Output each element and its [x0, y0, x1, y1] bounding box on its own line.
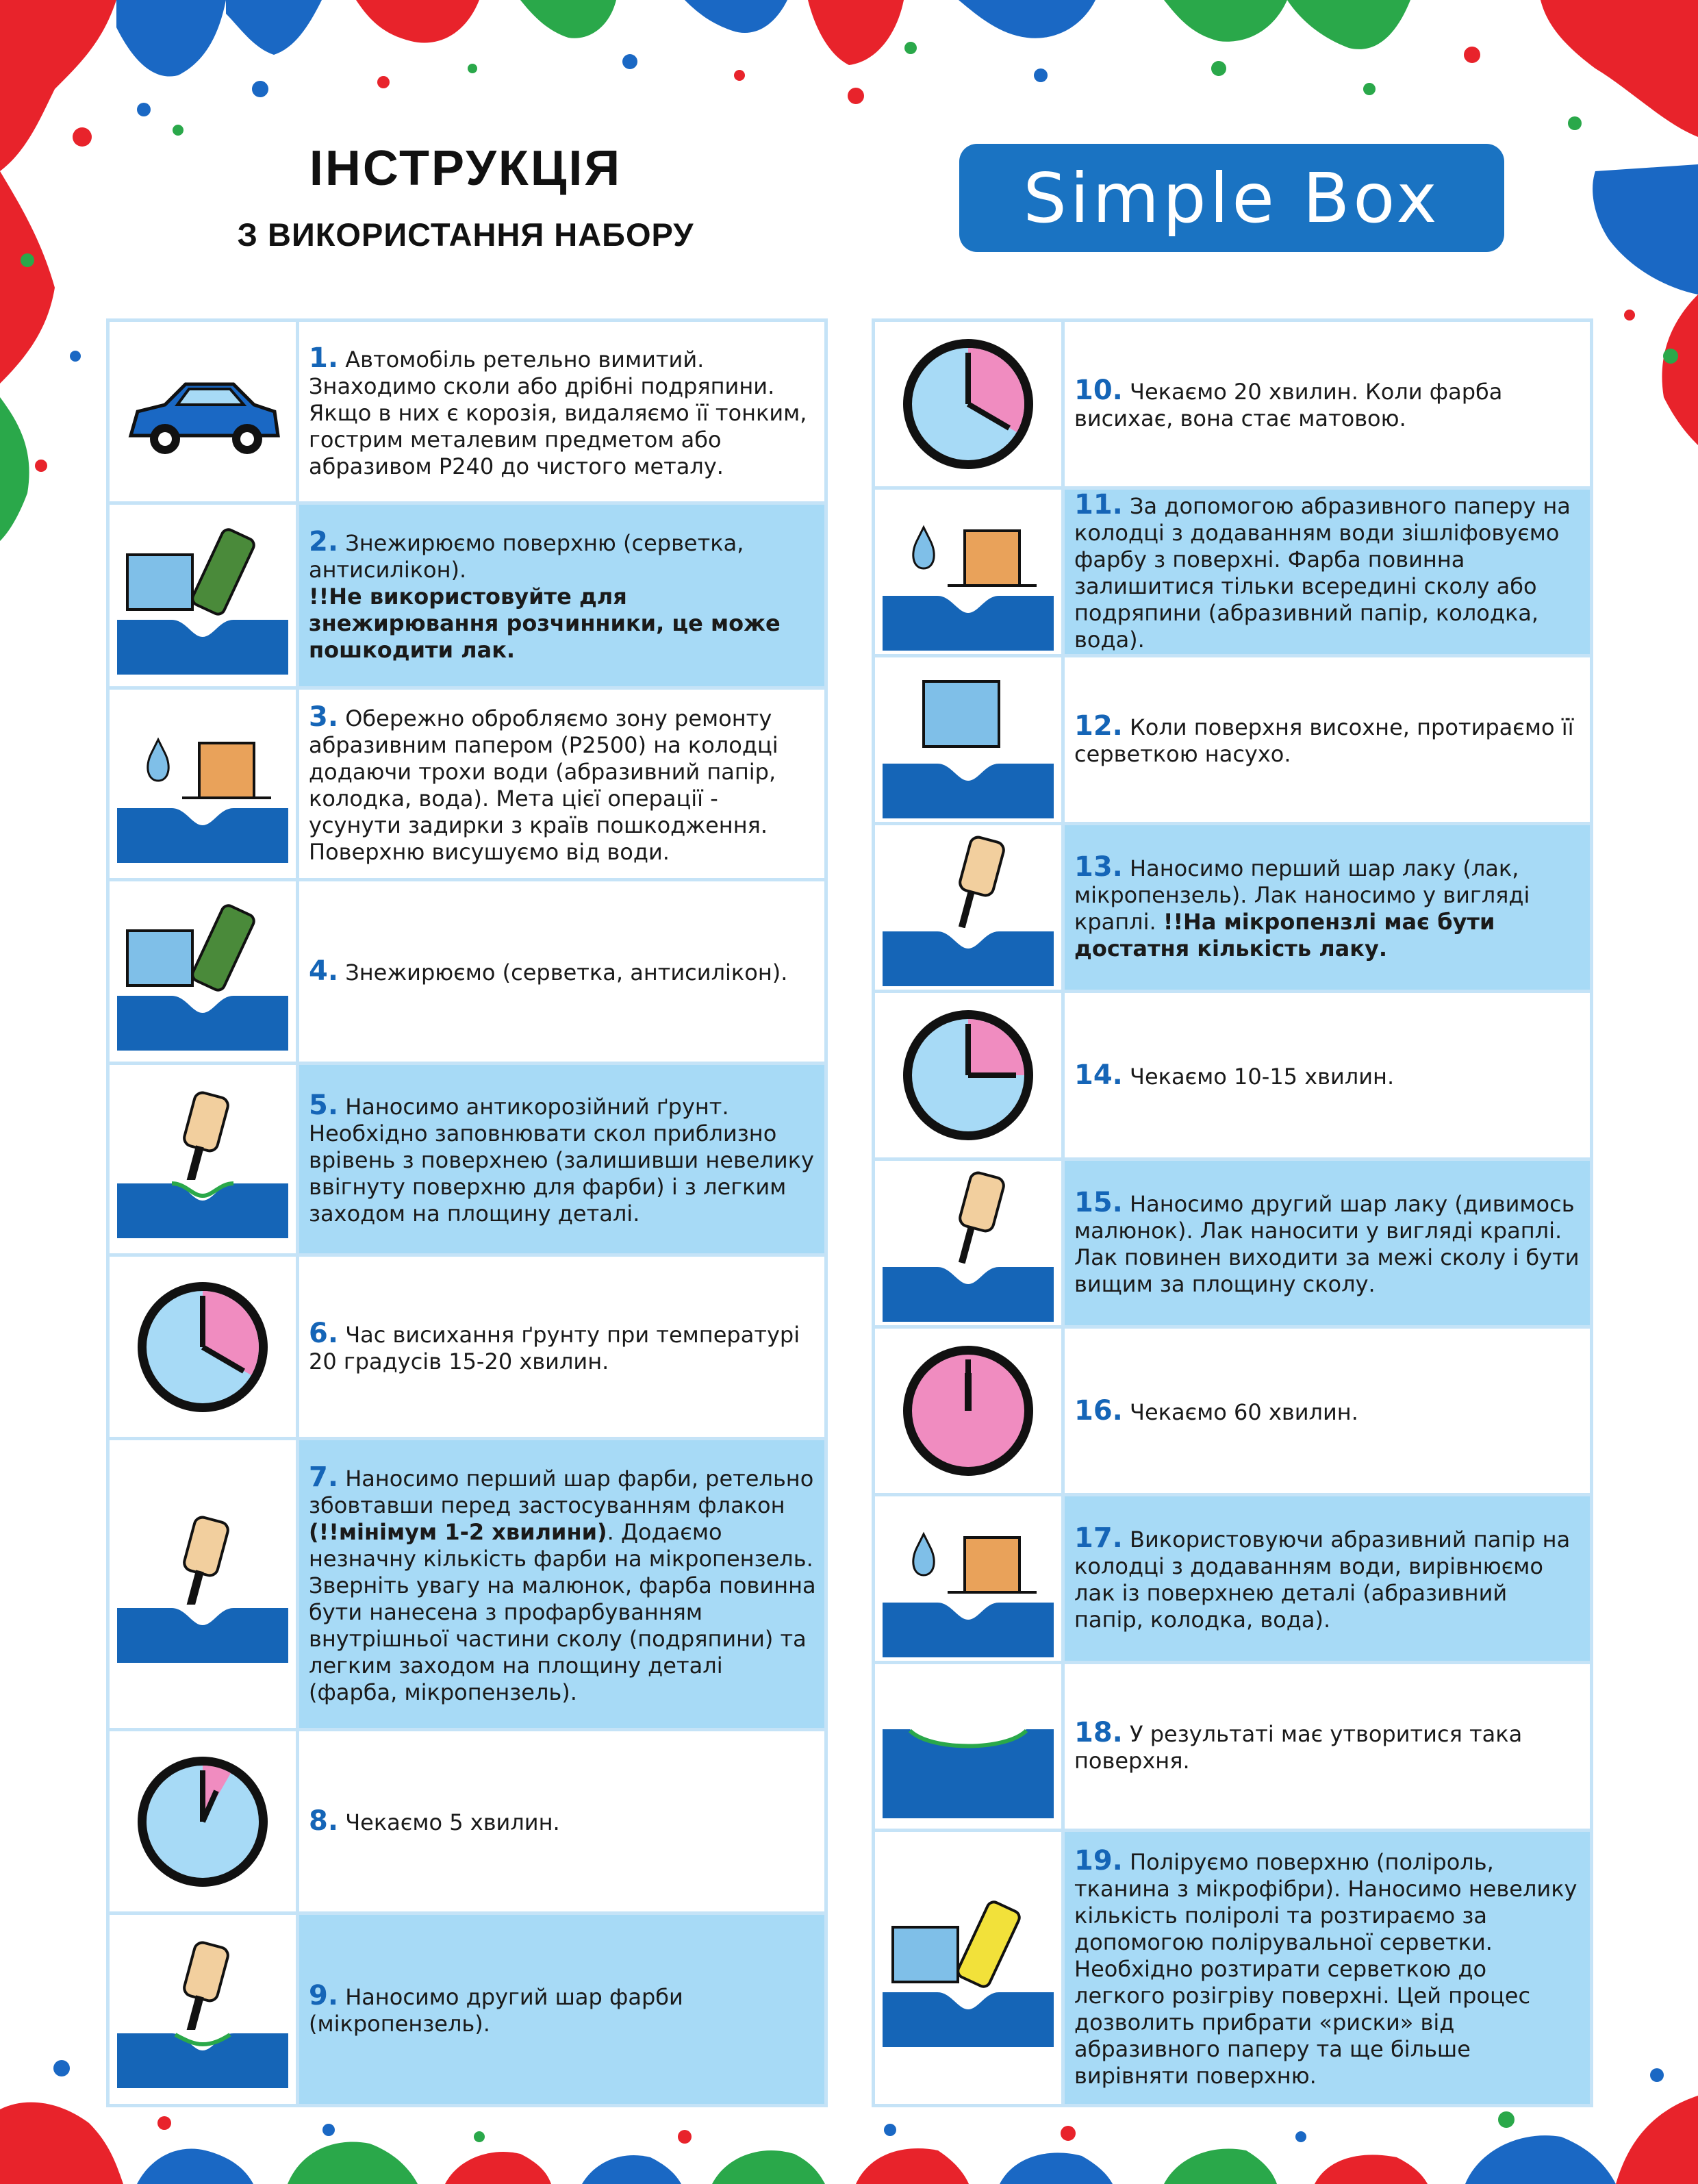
step-8 — [110, 1731, 824, 1915]
step-number: 13. — [1074, 851, 1123, 883]
sanding-icon — [875, 1496, 1065, 1661]
step-description: Чекаємо 60 хвилин. — [1130, 1398, 1358, 1425]
result-surface-icon — [875, 1664, 1065, 1829]
step-18 — [875, 1664, 1590, 1832]
step-description: Наносимо перший шар фарби, ретельно збовтавши перед застосуванням флакон — [309, 1465, 814, 1518]
car-icon — [110, 322, 299, 501]
step-14-text — [1065, 993, 1590, 1157]
step-warning: !!На мікропензлі має бути достатня кількість лаку. — [1074, 909, 1495, 962]
step-number: 10. — [1074, 375, 1123, 406]
cloth-dry-icon — [875, 657, 1065, 822]
step-description: Коли поверхня висохне, протираємо її серветкою насухо. — [1074, 714, 1574, 767]
polish-icon — [875, 1832, 1065, 2104]
step-number: 5. — [309, 1090, 339, 1121]
steps-column-right — [872, 318, 1593, 2107]
brush-lacquer2-icon — [875, 1161, 1065, 1325]
step-description: Обережно обробляємо зону ремонту абразивним папером (Р2500) на колодці додаючи трохи води (абразивний папір, колодка, вода). Мета цієї операції - усунути задирки з країв пошкодження. Поверхню висушуємо від води. — [309, 705, 778, 865]
step-number: 12. — [1074, 710, 1123, 742]
step-16 — [875, 1329, 1590, 1496]
clock-icon — [110, 1731, 299, 1911]
step-description: У результаті має утворитися така поверхня. — [1074, 1721, 1523, 1774]
step-6-text — [299, 1257, 824, 1437]
step-10 — [875, 322, 1590, 490]
step-number: 17. — [1074, 1522, 1123, 1554]
step-13-text — [1065, 825, 1590, 990]
step-7 — [110, 1440, 824, 1731]
step-19-text — [1065, 1832, 1590, 2104]
step-number: 8. — [309, 1805, 339, 1837]
step-11 — [875, 490, 1590, 657]
sanding-icon — [875, 490, 1065, 654]
page-title: ІНСТРУКЦІЯ — [309, 141, 622, 196]
step-6 — [110, 1257, 824, 1440]
step-11-text — [1065, 490, 1590, 654]
step-number: 9. — [309, 1980, 339, 2011]
step-description: Автомобіль ретельно вимитий. Знаходимо сколи або дрібні подряпини. Якщо в них є корозія, видаляємо її тонким, гострим металевим предметом або абразивом Р240 до чистого металу. — [309, 346, 807, 479]
step-17-text — [1065, 1496, 1590, 1661]
page-subtitle: З ВИКОРИСТАННЯ НАБОРУ — [237, 216, 694, 253]
step-description: Чекаємо 5 хвилин. — [345, 1809, 560, 1835]
step-number: 3. — [309, 701, 339, 733]
step-number: 19. — [1074, 1845, 1123, 1877]
step-warning: (!!мінімум 1-2 хвилини) — [309, 1518, 607, 1545]
step-9-text — [299, 1915, 824, 2104]
step-description: Наносимо антикорозійний ґрунт. Необхідно заповнювати скол приблизно врівень з поверхнею (залишивши невелику ввігнуту поверхню для фарби) і з легким заходом на площину деталі. — [309, 1094, 814, 1227]
step-number: 11. — [1074, 489, 1123, 520]
step-description: Знежирюємо (серветка, антисилікон). — [345, 959, 788, 986]
clock-full-icon — [875, 1329, 1065, 1493]
brush-paint-icon — [110, 1440, 299, 1728]
step-2-text — [299, 505, 824, 686]
step-7-text — [299, 1440, 824, 1728]
clock-icon — [875, 322, 1065, 486]
clock-icon — [110, 1257, 299, 1437]
step-10-text — [1065, 322, 1590, 486]
step-3-text — [299, 690, 824, 878]
step-12-text — [1065, 657, 1590, 822]
step-number: 18. — [1074, 1717, 1123, 1748]
degrease-icon — [110, 881, 299, 1062]
brush-paint2-icon — [110, 1915, 299, 2104]
step-5 — [110, 1065, 824, 1257]
step-number: 16. — [1074, 1394, 1123, 1427]
clock-icon — [875, 993, 1065, 1157]
title-block — [157, 140, 774, 253]
step-description: Використовуючи абразивний папір на колодці з додаванням води, вирівнюємо лак із поверхнею деталі (абразивний папір, колодка, вода). — [1074, 1527, 1571, 1633]
step-4-text — [299, 881, 824, 1062]
brush-primer-icon — [110, 1065, 299, 1253]
step-1 — [110, 322, 824, 505]
step-5-text — [299, 1065, 824, 1253]
step-12 — [875, 657, 1590, 825]
logo-text: Simple Box — [1023, 158, 1441, 238]
step-description: Чекаємо 20 хвилин. Коли фарба висихає, вона стає матовою. — [1074, 379, 1503, 431]
step-19 — [875, 1832, 1590, 2104]
step-number: 4. — [309, 955, 339, 987]
step-8-text — [299, 1731, 824, 1911]
step-description: Наносимо другий шар лаку (дивимось малюнок). Лак наносити у вигляді краплі. Лак повинен виходити за межі сколу і бути вищим за площину сколу. — [1074, 1191, 1580, 1297]
degrease-icon — [110, 505, 299, 686]
step-description-cont: . Додаємо незначну кількість фарби на мікропензель. Зверніть увагу на малюнок, фарба повинна бути нанесена з профарбуванням внутрішньої частини сколу (подряпини) та легким заходом на площину деталі (фарба, мікропензель). — [309, 1518, 816, 1705]
step-number: 14. — [1074, 1059, 1123, 1091]
brush-lacquer-icon — [875, 825, 1065, 990]
step-13 — [875, 825, 1590, 993]
step-3 — [110, 690, 824, 881]
step-1-text — [299, 322, 824, 501]
steps-column-left — [106, 318, 828, 2107]
step-9 — [110, 1915, 824, 2104]
step-15 — [875, 1161, 1590, 1329]
step-14 — [875, 993, 1590, 1161]
step-2 — [110, 505, 824, 690]
step-15-text — [1065, 1161, 1590, 1325]
step-description: За допомогою абразивного паперу на колодці з додаванням води зішліфовуємо фарбу з поверхні. Фарба повинна залишитися тільки всередині сколу або подряпини (абразивний папір, колодка, вода). — [1074, 493, 1571, 653]
step-description: Час висихання ґрунту при температурі 20 градусів 15-20 хвилин. — [309, 1321, 800, 1375]
step-number: 2. — [309, 526, 339, 557]
step-description: Поліруємо поверхню (поліроль, тканина з мікрофібри). Наносимо невелику кількість поліролі та розтираємо за допомогою полірувальної серветки. Необхідно розтирати серветкою до легкого розігріву поверхні. Цей процес дозволить прибрати «риски» від абразивного паперу та ще більше вирівняти поверхню. — [1074, 1849, 1577, 2089]
step-17 — [875, 1496, 1590, 1664]
step-number: 15. — [1074, 1187, 1123, 1218]
step-description: Наносимо другий шар фарби (мікропензель). — [309, 1984, 683, 2037]
splatter-bottom — [0, 2096, 1698, 2184]
step-description: Чекаємо 10-15 хвилин. — [1130, 1063, 1395, 1090]
step-18-text — [1065, 1664, 1590, 1829]
step-description: Знежирюємо поверхню (серветка, антисилікон). — [309, 530, 744, 583]
step-16-text — [1065, 1329, 1590, 1493]
step-warning: !!Не використовуйте для знежирювання розчинники, це може пошкодити лак. — [309, 583, 781, 663]
step-number: 1. — [309, 342, 339, 374]
sanding-icon — [110, 690, 299, 878]
step-4 — [110, 881, 824, 1065]
step-description: Наносимо перший шар лаку (лак, мікропензель). Лак наносимо у вигляді краплі. — [1074, 855, 1530, 935]
step-number: 7. — [309, 1461, 339, 1493]
step-number: 6. — [309, 1317, 339, 1349]
simple-box-logo — [959, 144, 1504, 252]
